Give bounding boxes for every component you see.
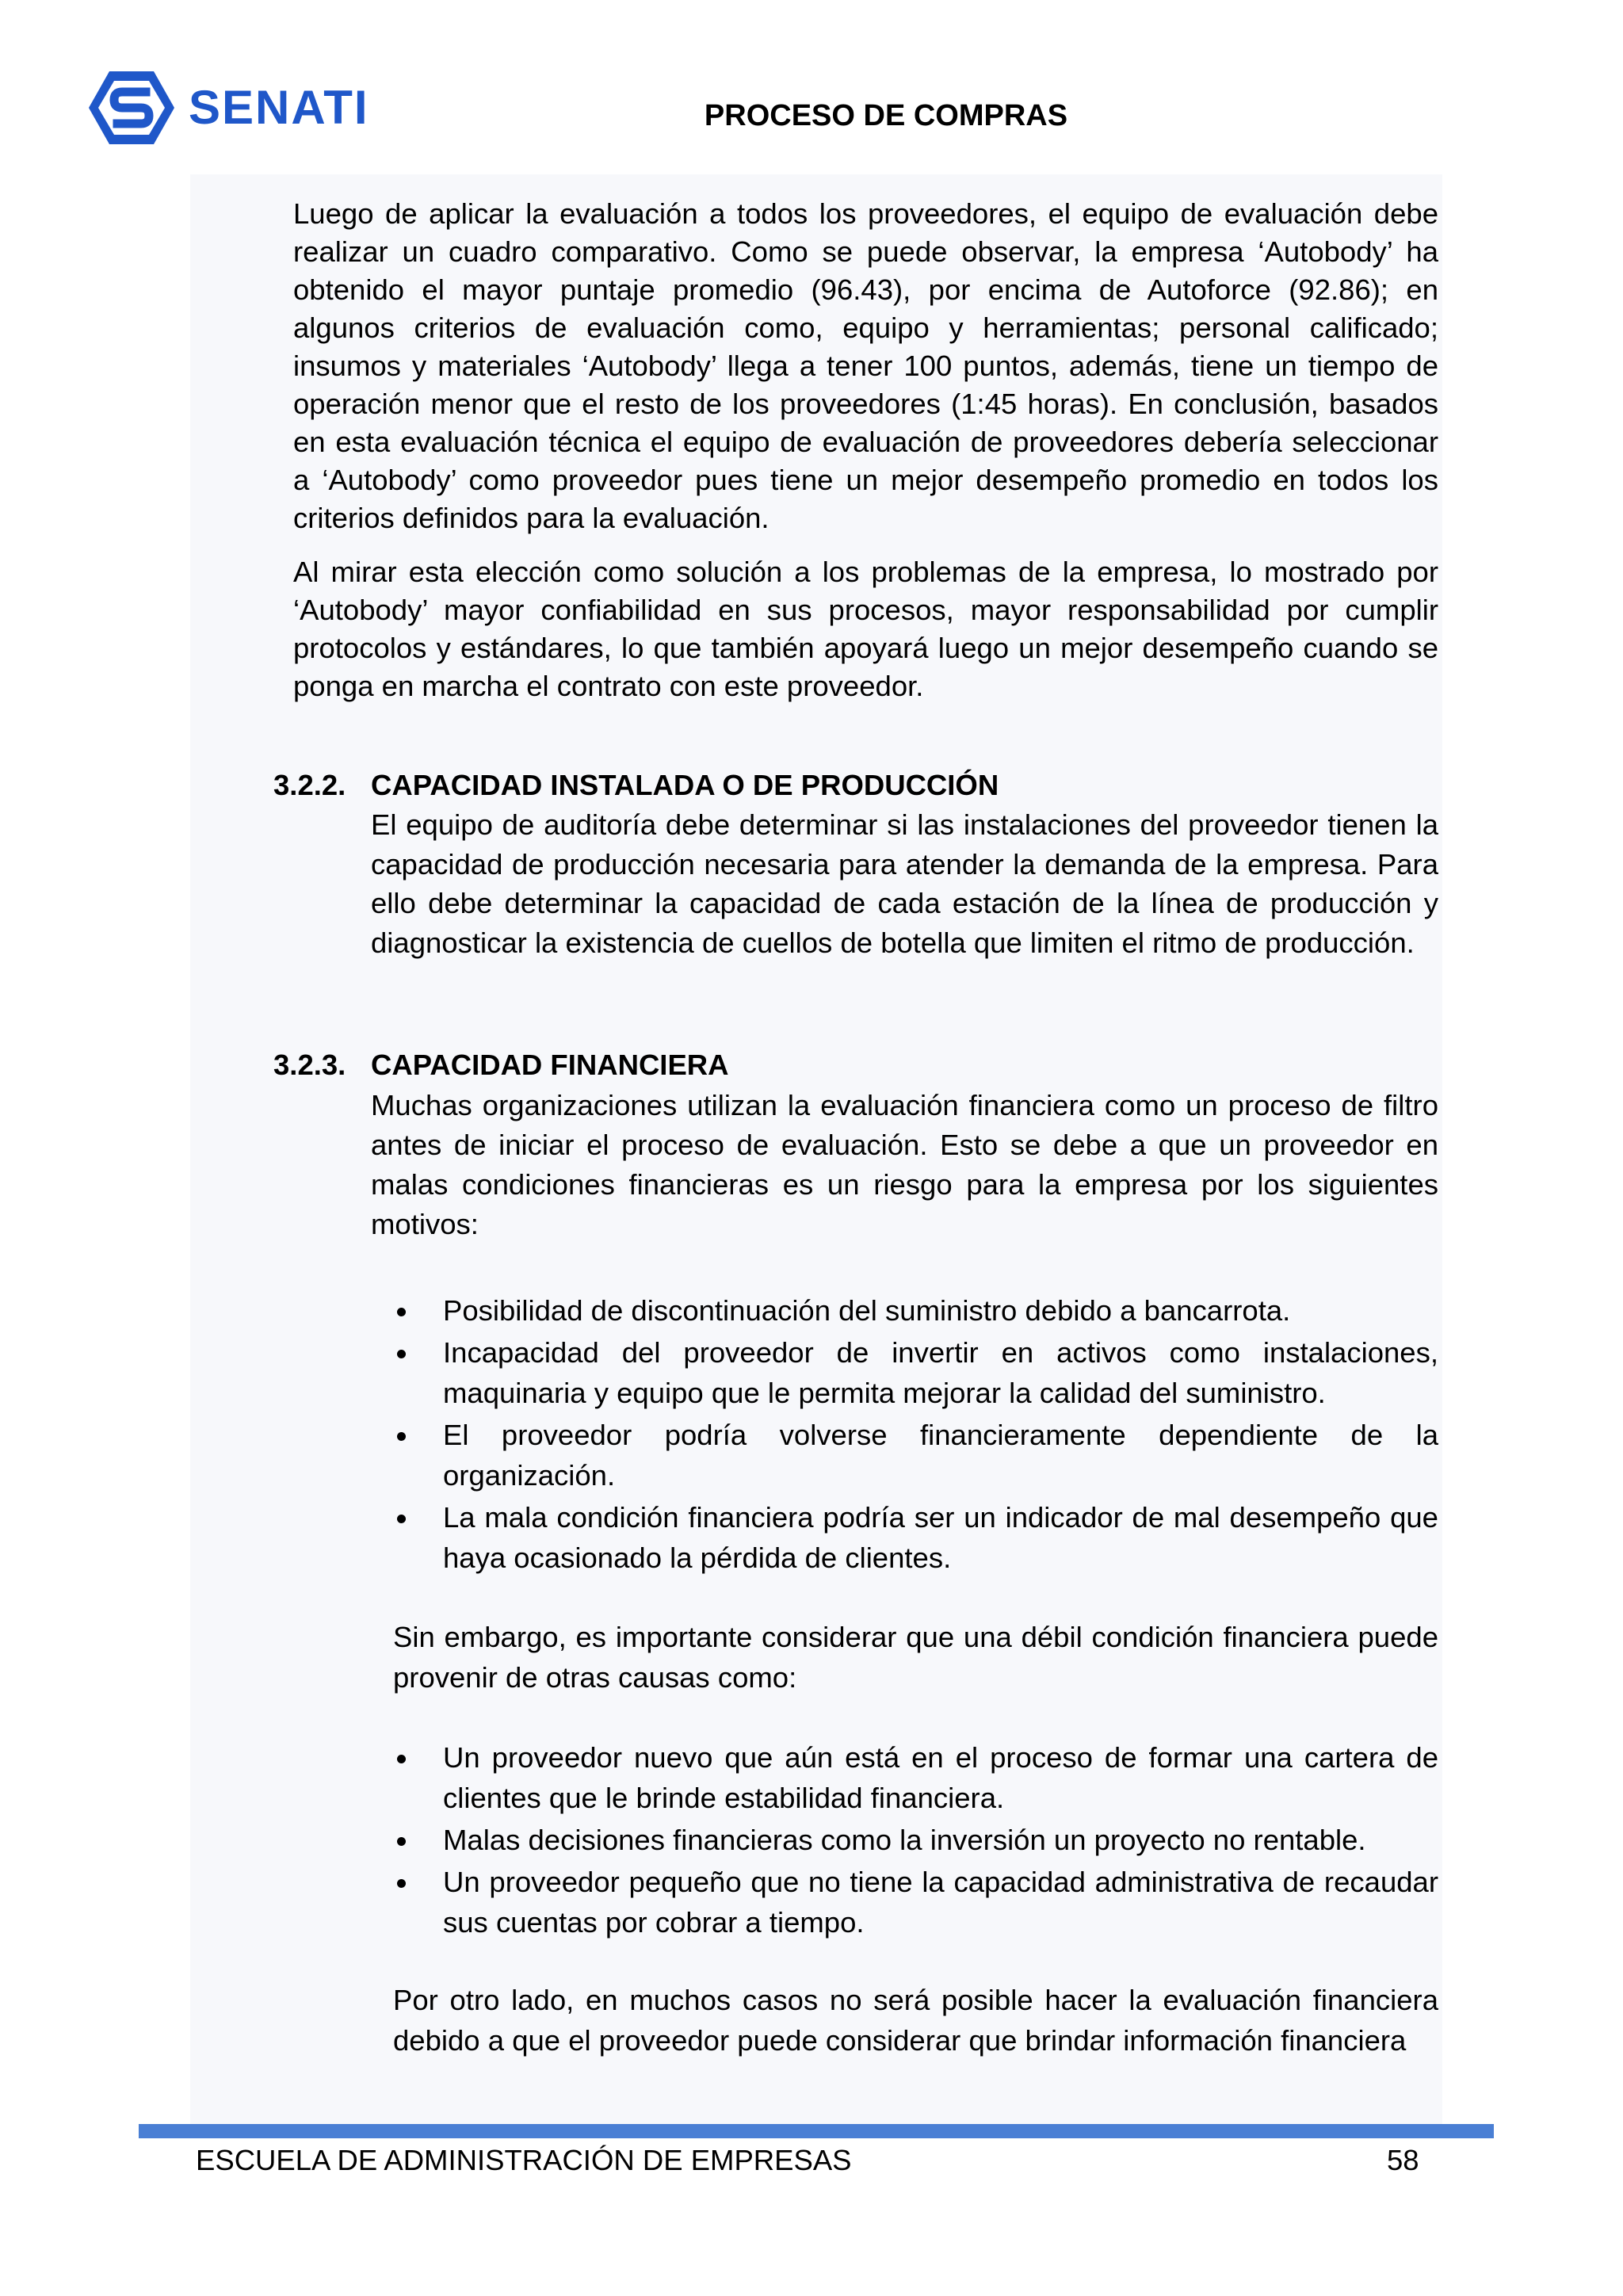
page-number: 58 bbox=[1387, 2144, 1419, 2176]
footer-school-name: ESCUELA DE ADMINISTRACIÓN DE EMPRESAS bbox=[196, 2144, 852, 2176]
bullet-list-causes bbox=[393, 1737, 1438, 1944]
section-heading-3-2-3 bbox=[273, 1046, 729, 1084]
list-item-text: Un proveedor nuevo que aún está en el proceso de formar una cartera de clientes que le brinde estabilidad financiera. bbox=[443, 1741, 1438, 1814]
list-item-text: Malas decisiones financieras como la inversión un proyecto no rentable. bbox=[443, 1824, 1366, 1856]
page-header-title: PROCESO DE COMPRAS bbox=[704, 99, 1068, 132]
paragraph-other-causes: Sin embargo, es importante considerar que una débil condición financiera puede provenir de otras causas como: bbox=[393, 1621, 1438, 1694]
footer-divider bbox=[139, 2124, 1494, 2138]
list-item bbox=[393, 1497, 1438, 1578]
section-number: 3.2.2. bbox=[273, 769, 346, 801]
section-number: 3.2.3. bbox=[273, 1049, 346, 1081]
bullet-icon bbox=[397, 1515, 406, 1523]
list-item bbox=[393, 1415, 1438, 1496]
list-item bbox=[393, 1820, 1438, 1860]
bullet-icon bbox=[397, 1879, 406, 1888]
section-title: CAPACIDAD FINANCIERA bbox=[371, 1049, 729, 1081]
list-item bbox=[393, 1862, 1438, 1943]
section-heading-3-2-2 bbox=[273, 766, 999, 804]
bullet-icon bbox=[397, 1432, 406, 1441]
logo-text: SENATI bbox=[189, 81, 369, 134]
section-title: CAPACIDAD INSTALADA O DE PRODUCCIÓN bbox=[371, 769, 999, 801]
bullet-icon bbox=[397, 1755, 406, 1763]
bullet-icon bbox=[397, 1837, 406, 1846]
list-item-text: Posibilidad de discontinuación del suministro debido a bancarrota. bbox=[443, 1294, 1291, 1327]
paragraph-installed-capacity: El equipo de auditoría debe determinar si las instalaciones del proveedor tienen la capacidad de producción necesaria para atender la demanda de la empresa. Para ello debe determinar la capacidad de cada estación de la línea de producción y diagnosticar la existencia de cuellos de botella que limiten el ritmo de producción. bbox=[371, 808, 1438, 959]
paragraph-financial-capacity: Muchas organizaciones utilizan la evaluación financiera como un proceso de filtro antes de iniciar el proceso de evaluación. Esto se debe a que un proveedor en malas condiciones financieras es un riesgo para la empresa por los siguientes motivos: bbox=[371, 1089, 1438, 1240]
bullet-list-reasons bbox=[393, 1290, 1438, 1580]
list-item-text: La mala condición financiera podría ser un indicador de mal desempeño que haya ocasionado la pérdida de clientes. bbox=[443, 1501, 1438, 1574]
paragraph-financial-info: Por otro lado, en muchos casos no será posible hacer la evaluación financiera debido a que el proveedor puede considerar que brindar información financiera bbox=[393, 1984, 1438, 2057]
list-item bbox=[393, 1737, 1438, 1818]
bullet-icon bbox=[397, 1308, 406, 1316]
bullet-icon bbox=[397, 1350, 406, 1358]
paragraph-evaluation-summary: Luego de aplicar la evaluación a todos los proveedores, el equipo de evaluación debe realizar un cuadro comparativo. Como se puede observar, la empresa ‘Autobody’ ha obtenido el mayor puntaje promedio (96.43), por encima de Autoforce (92.86); en algunos criterios de evaluación como, equipo y herramientas; personal calificado; insumos y materiales ‘Autobody’ llega a tener 100 puntos, además, tiene un tiempo de operación menor que el resto de los proveedores (1:45 horas). En conclusión, basados en esta evaluación técnica el equipo de evaluación de proveedores debería seleccionar a ‘Autobody’ como proveedor pues tiene un mejor desempeño promedio en todos los criterios definidos para la evaluación. bbox=[293, 197, 1438, 534]
list-item-text: Un proveedor pequeño que no tiene la capacidad administrativa de recaudar sus cuentas por cobrar a tiempo. bbox=[443, 1866, 1438, 1939]
list-item bbox=[393, 1290, 1438, 1331]
list-item-text: El proveedor podría volverse financieramente dependiente de la organización. bbox=[443, 1419, 1438, 1492]
list-item-text: Incapacidad del proveedor de invertir en activos como instalaciones, maquinaria y equipo que le permita mejorar la calidad del suministro. bbox=[443, 1336, 1438, 1409]
paragraph-autobody-choice: Al mirar esta elección como solución a los problemas de la empresa, lo mostrado por ‘Autobody’ mayor confiabilidad en sus procesos, mayor responsabilidad por cumplir protocolos y estándares, lo que también apoyará luego un mejor desempeño cuando se ponga en marcha el contrato con este proveedor. bbox=[293, 556, 1438, 702]
list-item bbox=[393, 1332, 1438, 1413]
